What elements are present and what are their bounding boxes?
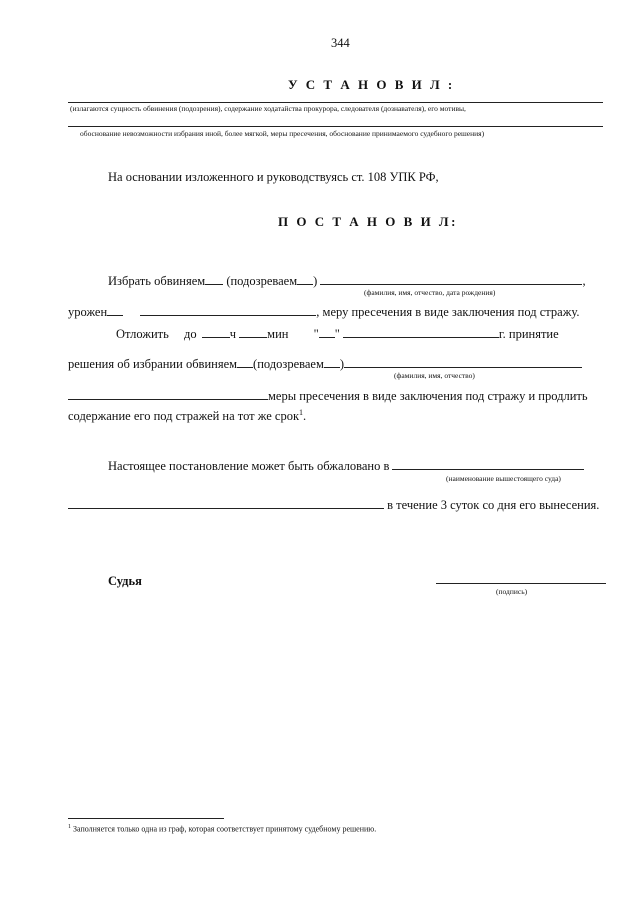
text: урожен bbox=[68, 305, 108, 319]
text: решения об избрании обвиняем bbox=[68, 357, 238, 371]
text: (подозреваем bbox=[226, 274, 298, 288]
native-line bbox=[68, 304, 579, 320]
select-accused-line bbox=[108, 273, 586, 289]
text: г. принятие bbox=[498, 327, 559, 341]
footnote bbox=[68, 824, 376, 834]
text: Настоящее постановление может быть обжаловано в bbox=[108, 459, 390, 473]
day-blank[interactable] bbox=[319, 326, 335, 338]
footnote-separator bbox=[68, 818, 224, 819]
ustanovil-heading: У С Т А Н О В И Л : bbox=[288, 77, 455, 92]
measure-line bbox=[68, 388, 588, 404]
text: содержание его под стражей на тот же срок bbox=[68, 409, 300, 424]
postpone-line bbox=[116, 326, 559, 342]
text: " bbox=[313, 327, 319, 341]
ustanovil-line-1 bbox=[68, 102, 603, 103]
text: ч bbox=[229, 327, 237, 341]
higher-court-blank[interactable] bbox=[392, 458, 584, 470]
text: в течение 3 суток со дня его вынесения. bbox=[387, 498, 600, 512]
text: Избрать обвиняем bbox=[108, 274, 206, 288]
text: мин bbox=[267, 327, 289, 341]
text: , bbox=[582, 274, 586, 288]
month-year-blank[interactable] bbox=[343, 326, 499, 338]
text: (подозреваем bbox=[253, 357, 324, 371]
fullname-caption: (фамилия, имя, отчество, дата рождения) bbox=[364, 288, 496, 297]
decision-line bbox=[68, 356, 582, 372]
fullname-continuation-blank[interactable] bbox=[68, 388, 268, 400]
text: до bbox=[183, 327, 197, 341]
signature-line[interactable] bbox=[436, 583, 606, 584]
appeal-line bbox=[108, 458, 584, 474]
text: Отложить bbox=[116, 327, 169, 341]
ustanovil-line-2 bbox=[68, 126, 603, 127]
gender-blank[interactable] bbox=[237, 356, 253, 368]
text: . bbox=[303, 409, 307, 424]
gender-blank[interactable] bbox=[324, 356, 340, 368]
text: ) bbox=[339, 357, 345, 371]
gender-blank[interactable] bbox=[107, 304, 123, 316]
birthplace-blank[interactable] bbox=[140, 304, 316, 316]
text: " bbox=[334, 327, 340, 341]
footnote-ref: 1 bbox=[299, 408, 304, 417]
text: , меру пресечения в виде заключения под стражу. bbox=[316, 305, 580, 319]
text: ) bbox=[313, 274, 318, 288]
ustanovil-caption-1: (излагаются сущность обвинения (подозрения), содержание ходатайства прокурора, следователя (дознавателя), его мотивы, bbox=[70, 104, 466, 113]
minute-blank[interactable] bbox=[239, 326, 267, 338]
text: меры пресечения в виде заключения под стражу и продлить bbox=[268, 389, 588, 403]
gender-blank[interactable] bbox=[205, 273, 223, 285]
fullname-blank[interactable] bbox=[344, 356, 582, 368]
higher-court-continuation-blank[interactable] bbox=[68, 497, 384, 509]
judge-label: Судья bbox=[108, 574, 142, 588]
gender-blank[interactable] bbox=[297, 273, 313, 285]
hour-blank[interactable] bbox=[202, 326, 230, 338]
basis-text: На основании изложенного и руководствуясь ст. 108 УПК РФ, bbox=[108, 170, 439, 184]
footnote-text: Заполняется только одна из граф, которая соответствует принятому судебному решению. bbox=[73, 824, 377, 834]
term-line bbox=[68, 408, 306, 424]
fullname-blank[interactable] bbox=[320, 273, 582, 285]
postanovil-heading: П О С Т А Н О В И Л: bbox=[278, 214, 458, 229]
appeal-term-line bbox=[68, 497, 599, 513]
page-number: 344 bbox=[331, 36, 350, 50]
ustanovil-caption-2: обоснование невозможности избрания иной, более мягкой, меры пресечения, обоснование принимаемого судебного решения) bbox=[80, 129, 485, 138]
footnote-mark: 1 bbox=[68, 824, 71, 830]
fullname-caption-2: (фамилия, имя, отчество) bbox=[394, 371, 475, 380]
higher-court-caption: (наименование вышестоящего суда) bbox=[446, 474, 561, 483]
signature-caption: (подпись) bbox=[496, 587, 528, 596]
